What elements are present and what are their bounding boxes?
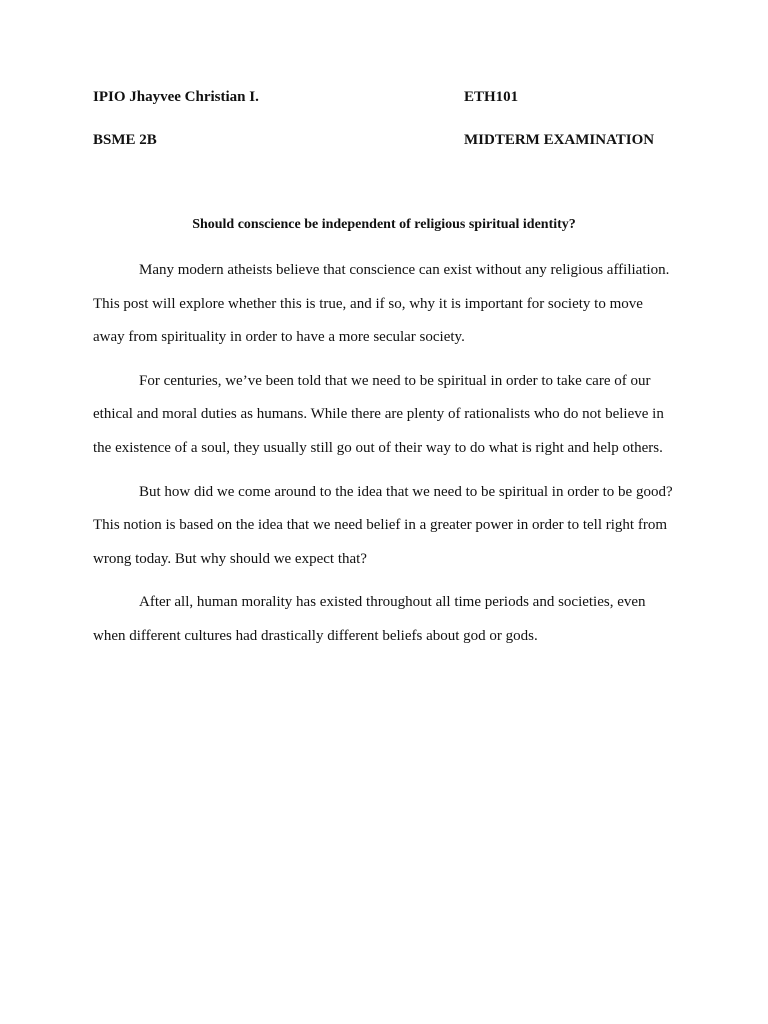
paragraph-2: For centuries, we’ve been told that we need to be spiritual in order to take care of our ethical and moral duties as humans. While there are plenty of rationalists who do not believe in the existence of a soul, they usually still go out of their way to do what is right and help others. [93,372,664,456]
paragraph-1: Many modern atheists believe that conscience can exist without any religious affiliation. This post will explore whether this is true, and if so, why it is important for society to move away from spirituality in order to have a more secular society. [93,262,670,346]
exam-type: MIDTERM EXAMINATION [464,132,655,148]
section: BSME 2B [93,132,157,148]
essay-title: Should conscience be independent of religious spiritual identity? [192,217,576,232]
student-name: IPIO Jhayvee Christian I. [93,89,259,105]
paragraph-3: But how did we come around to the idea that we need to be spiritual in order to be good? This notion is based on the idea that we need belief in a greater power in order to tell right from wrong today. But why should we expect that? [93,483,673,567]
course-code: ETH101 [464,89,519,105]
paragraph-4: After all, human morality has existed throughout all time periods and societies, even when different cultures had drastically different beliefs about god or gods. [93,594,646,644]
essay-body [93,254,677,664]
